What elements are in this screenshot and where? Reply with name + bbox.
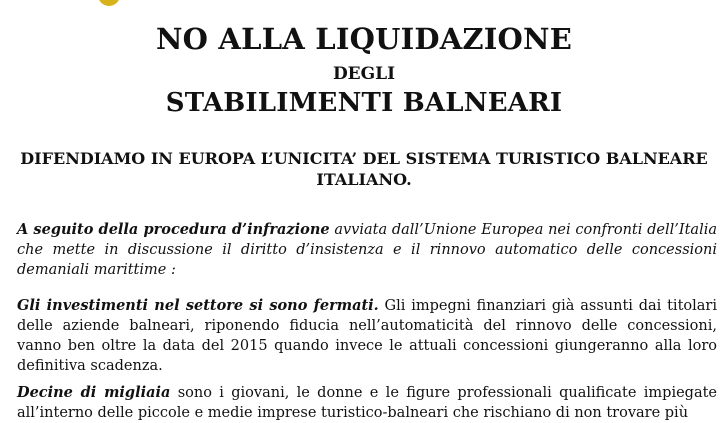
paragraph-investments-lead: Gli investimenti nel settore si sono fermati. [17,296,379,314]
paragraph-workers-lead: Decine di migliaia [17,383,171,401]
paragraph-infringement [17,220,717,280]
paragraph-infringement-body: avviata dall’Unione Europea nei confronti dell’Italia che mette in discussione il diritto d’insistenza e il rinnovo automatico delle concessioni demaniali marittime : [17,221,717,278]
paragraph-workers [17,383,717,423]
subtitle-line-1: DIFENDIAMO IN EUROPA L’UNICITA’ DEL SISTEMA TURISTICO BALNEARE [20,149,708,168]
subtitle-line-2: ITALIANO. [316,170,412,189]
paragraph-infringement-lead: A seguito della procedura d’infrazione [17,220,330,238]
title-line-3: STABILIMENTI BALNEARI [165,88,563,118]
subtitle [0,148,728,190]
paragraph-workers-body: sono i giovani, le donne e le figure professionali qualificate impiegate all’interno delle piccole e medie imprese turistico-balneari che rischiano di non trovare più [17,384,718,421]
paragraph-investments [17,296,717,376]
logo-fragment [98,0,120,6]
title-line-1: NO ALLA LIQUIDAZIONE [155,22,573,56]
paragraph-investments-body: Gli impegni finanziari già assunti dai titolari delle aziende balneari, riponendo fiducia nell’automaticità del rinnovo delle concessioni, vanno ben oltre la data del 2015 quando invece le attuali concessioni giungeranno alla loro definitiva scadenza. [17,297,717,374]
title-line-2: DEGLI [332,64,396,84]
